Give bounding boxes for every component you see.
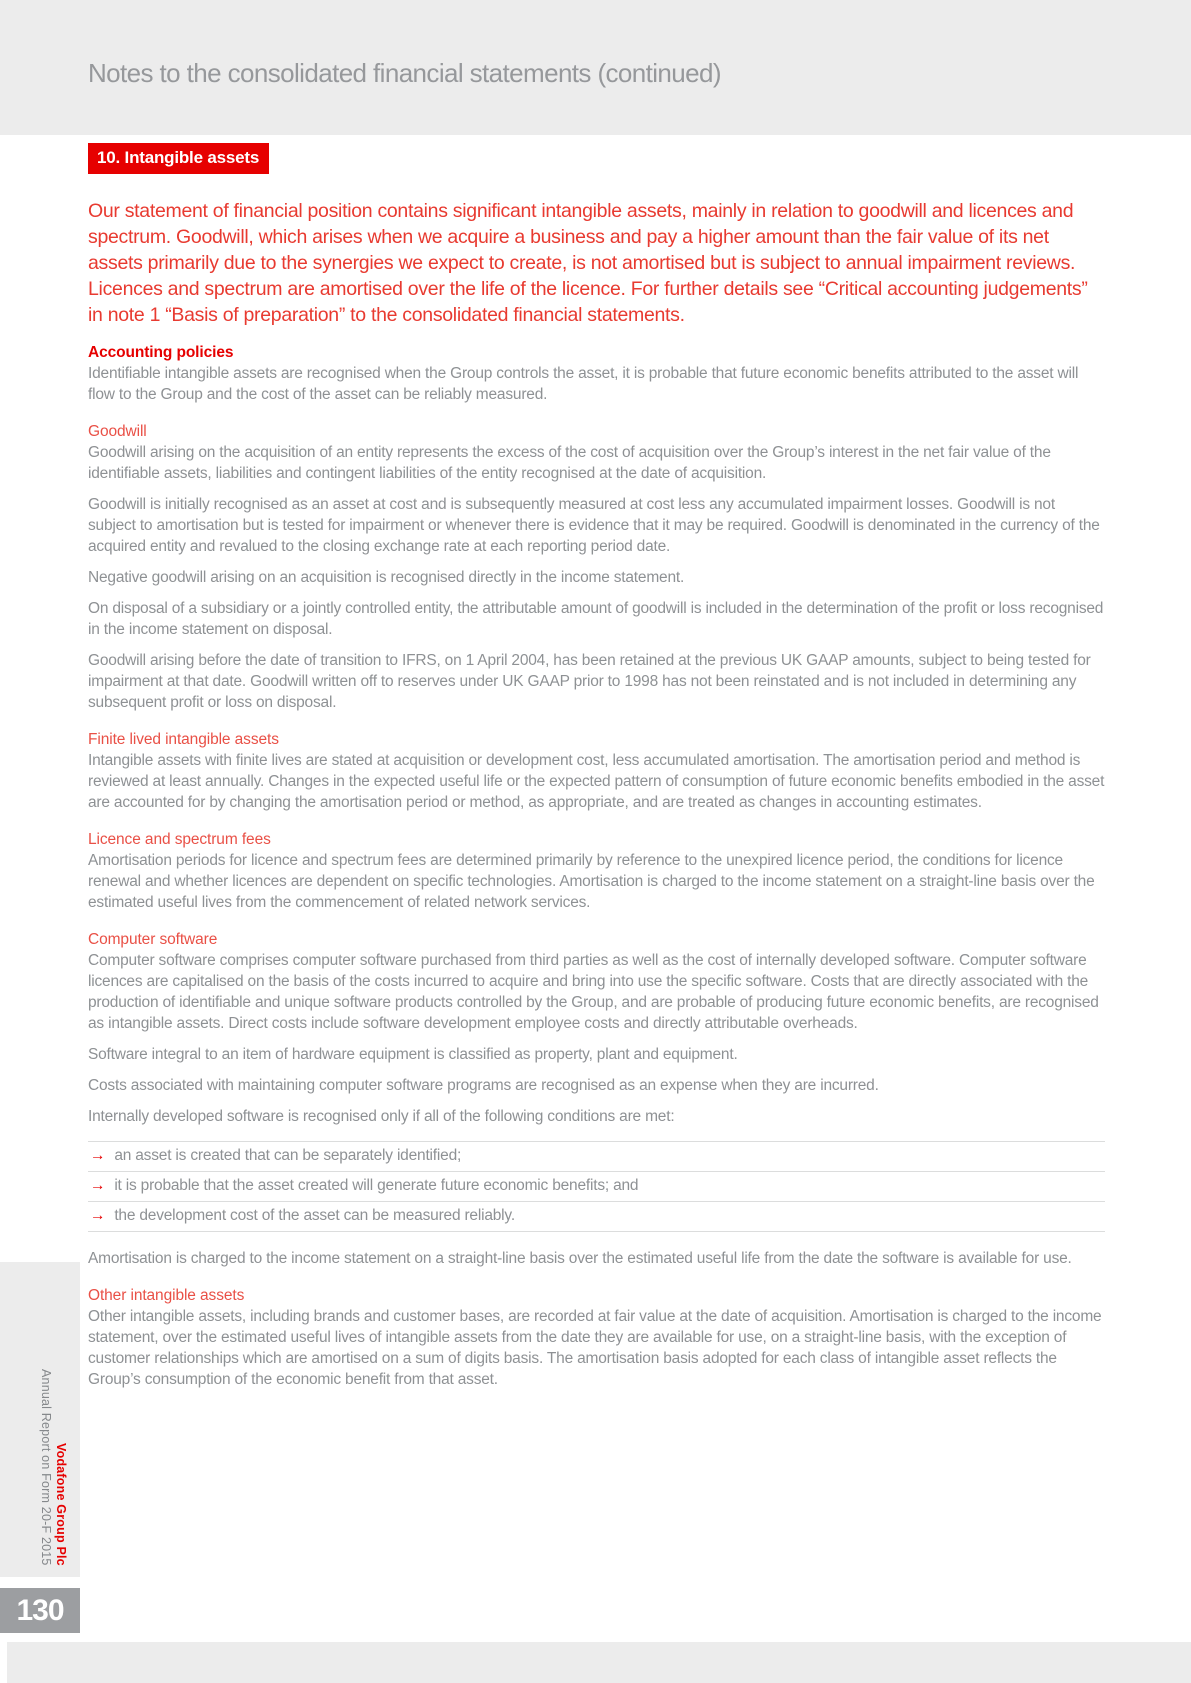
list-item (88, 1172, 1105, 1202)
arrow-bullet-icon: → (90, 1177, 106, 1194)
other-intangibles-heading: Other intangible assets (88, 1287, 245, 1304)
page-title: Notes to the consolidated financial statements (continued) (88, 58, 721, 88)
section-badge-label: 10. Intangible assets (97, 148, 260, 167)
section-badge (88, 143, 269, 174)
section-intro: Our statement of financial position contains significant intangible assets, mainly in relation to goodwill and licences and spectrum. Goodwill, which arises when we acquire a business and pay a higher amount than the fair value of its net assets primarily due to the synergies we expect to create, is not amortised but is subject to annual impairment reviews. Licences and spectrum are amortised over the life of the licence. For further details see “Critical accounting judgements” in note 1 “Basis of preparation” to the consolidated financial statements. (88, 200, 1088, 326)
paragraph: Other intangible assets, including brands and customer bases, are recorded at fair value at the date of acquisition. Amortisation is charged to the income statement, over the estimated useful lives of intangible assets from the date they are available for use, on a straight-line basis, with the exception of customer relationships which are amortised on a sum of digits basis. The amortisation basis adopted for each class of intangible asset reflects the Group’s consumption of the economic benefit from that asset. (88, 1308, 1102, 1388)
computer-software-heading: Computer software (88, 931, 218, 948)
paragraph: Software integral to an item of hardware equipment is classified as property, plant and equipment. (88, 1046, 738, 1063)
list-item (88, 1202, 1105, 1232)
list-item-text: it is probable that the asset created will generate future economic benefits; and (114, 1177, 639, 1194)
paragraph: Goodwill is initially recognised as an asset at cost and is subsequently measured at cost less any accumulated impairment losses. Goodwill is not subject to amortisation but is tested for impairment or whenever there is evidence that it may be required. Goodwill is denominated in the currency of the acquired entity and revalued to the closing exchange rate at each reporting period date. (88, 496, 1100, 555)
licence-spectrum-heading: Licence and spectrum fees (88, 831, 271, 848)
paragraph: On disposal of a subsidiary or a jointly controlled entity, the attributable amount of goodwill is included in the determination of the profit or loss recognised in the income statement on disposal. (88, 600, 1104, 638)
accounting-policies-heading: Accounting policies (88, 344, 234, 361)
paragraph: Goodwill arising before the date of transition to IFRS, on 1 April 2004, has been retained at the previous UK GAAP amounts, subject to being tested for impairment at that date. Goodwill written off to reserves under UK GAAP prior to 1998 has not been reinstated and is not included in determining any subsequent profit or loss on disposal. (88, 652, 1091, 711)
paragraph: Amortisation is charged to the income statement on a straight-line basis over the estimated useful life from the date the software is available for use. (88, 1250, 1072, 1267)
footer-strip (7, 1642, 1191, 1683)
page-number: 130 (16, 1593, 64, 1627)
list-item (88, 1142, 1105, 1172)
arrow-bullet-icon: → (90, 1147, 106, 1164)
paragraph: Costs associated with maintaining computer software programs are recognised as an expense when they are incurred. (88, 1077, 879, 1094)
list-item-text: an asset is created that can be separately identified; (114, 1147, 462, 1164)
paragraph: Computer software comprises computer software purchased from third parties as well as the cost of internally developed software. Computer software licences are capitalised on the basis of the costs incurred to acquire and bring into use the specific software. Costs that are directly associated with the production of identifiable and unique software products controlled by the Group, and are probable of producing future economic benefits, are recognised as intangible assets. Direct costs include software development employee costs and directly attributable overheads. (88, 952, 1099, 1032)
paragraph: Intangible assets with finite lives are stated at acquisition or development cost, less accumulated amortisation. The amortisation period and method is reviewed at least annually. Changes in the expected useful life or the expected pattern of consumption of future economic benefits embodied in the asset are accounted for by changing the amortisation period or method, as appropriate, and are treated as changes in accounting estimates. (88, 752, 1105, 811)
report-name: Annual Report on Form 20-F 2015 (39, 1369, 53, 1566)
page-number-badge (0, 1588, 80, 1633)
conditions-list (88, 1141, 1105, 1232)
finite-lived-heading: Finite lived intangible assets (88, 731, 279, 748)
paragraph: Goodwill arising on the acquisition of an entity represents the excess of the cost of acquisition over the Group’s interest in the net fair value of the identifiable assets, liabilities and contingent liabilities of the entity recognised at the date of acquisition. (88, 444, 1051, 482)
paragraph: Identifiable intangible assets are recognised when the Group controls the asset, it is probable that future economic benefits attributed to the asset will flow to the Group and the cost of the asset can be reliably measured. (88, 365, 1079, 403)
brand-name: Vodafone Group Plc (54, 1443, 68, 1566)
list-item-text: the development cost of the asset can be measured reliably. (114, 1207, 515, 1224)
goodwill-heading: Goodwill (88, 423, 147, 440)
arrow-bullet-icon: → (90, 1207, 106, 1224)
paragraph: Amortisation periods for licence and spectrum fees are determined primarily by reference to the unexpired licence period, the conditions for licence renewal and whether licences are dependent on specific technologies. Amortisation is charged to the income statement on a straight-line basis over the estimated useful lives from the commencement of related network services. (88, 852, 1095, 911)
paragraph: Internally developed software is recognised only if all of the following conditions are met: (88, 1108, 675, 1125)
page-header (0, 0, 1191, 135)
note-content (88, 135, 1105, 1400)
paragraph: Negative goodwill arising on an acquisition is recognised directly in the income statement. (88, 569, 685, 586)
spine-text (38, 1302, 68, 1566)
